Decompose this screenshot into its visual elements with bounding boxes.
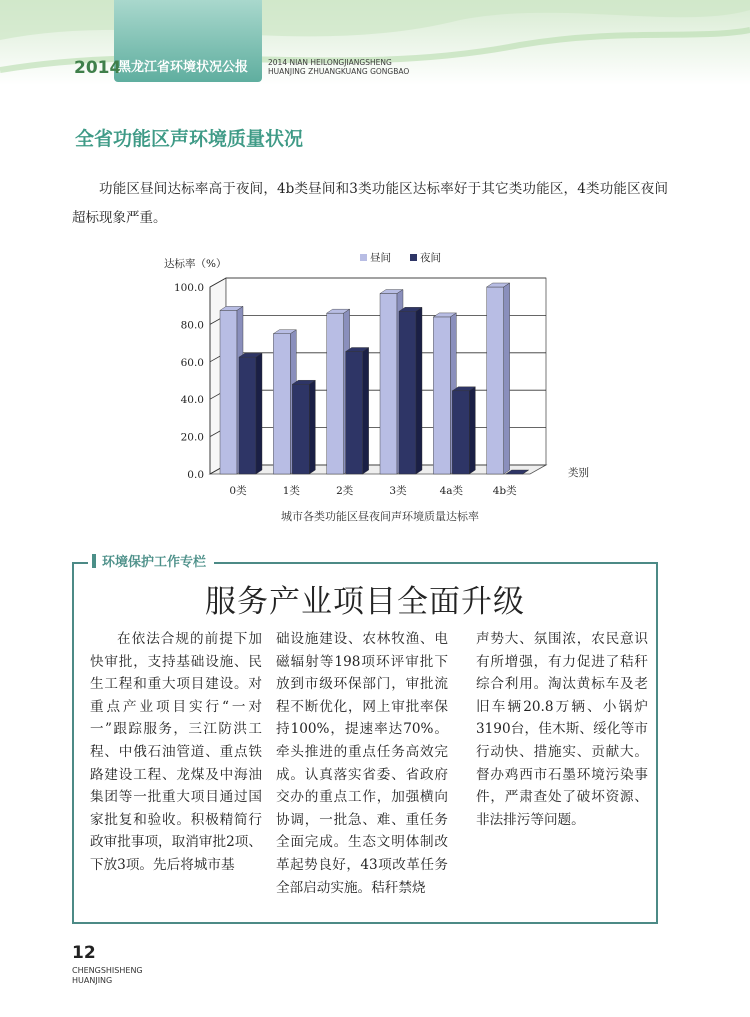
chart-x-tick-label: 4a类 <box>439 485 464 497</box>
header-english-title <box>268 58 409 76</box>
chart-y-axis-title: 达标率（%） <box>164 258 227 270</box>
footer-english-line-2: HUANJING <box>72 976 113 985</box>
section-intro-paragraph: 功能区昼间达标率高于夜间，4b类昼间和3类功能区达标率好于其它类功能区，4类功能区夜间超标现象严重。 <box>72 181 668 226</box>
header-english-line-2: HUANJING ZHUANGKUANG GONGBAO <box>268 67 410 76</box>
chart-x-tick-label: 1类 <box>282 485 300 497</box>
chart-bar-day <box>380 294 397 474</box>
chart-legend-label: 夜间 <box>420 252 441 264</box>
column-headline: 服务产业项目全面升级 <box>205 584 525 620</box>
column-text-col-2: 础设施建设、农林牧渔、电磁辐射等198项环评审批下放到市级环保部门，审批流程不断优化，网上审批率保持100%，提速率达70%。牵头推进的重点任务高效完成。认真落实省委、省政府交办的重点工作，加强横向协调，一批急、难、重任务全面完成。生态文明体制改革起势良好，43项改革任务全部启动实施。秸秆禁烧 <box>276 631 448 896</box>
chart-bar-day <box>327 313 344 474</box>
chart-x-tick-label: 0类 <box>229 485 247 497</box>
column-text-col-3: 声势大、氛围浓，农民意识有所增强，有力促进了秸秆综合利用。淘汰黄标车及老旧车辆20.8万辆、小锅炉3190台，佳木斯、绥化等市行动快、措施实、贡献大。督办鸡西市石墨环境污染事件，严肃查处了破坏资源、非法排污等问题。 <box>476 631 648 828</box>
header-title: 黑龙江省环境状况公报 <box>118 60 249 75</box>
chart-bar-night-side <box>363 348 369 474</box>
chart-bar-night-side <box>256 353 262 474</box>
chart-y-tick-label: 40.0 <box>180 394 204 407</box>
chart-caption: 城市各类功能区昼夜间声环境质量达标率 <box>281 510 479 523</box>
header-english-line-1: 2014 NIAN HEILONGJIANGSHENG <box>268 58 392 67</box>
page-number: 12 <box>72 943 96 963</box>
chart-bar-night <box>452 391 469 474</box>
chart-legend-label: 昼间 <box>370 252 391 264</box>
column-label <box>88 551 214 570</box>
chart-y-tick-label: 60.0 <box>180 356 204 369</box>
chart-y-tick-label: 100.0 <box>173 282 204 294</box>
chart-bar-night <box>346 352 363 474</box>
footer-english-line-1: CHENGSHISHENG <box>72 966 143 975</box>
chart-bar-day <box>487 287 504 474</box>
column-text-col-1: 在依法合规的前提下加快审批，支持基础设施、民生工程和重大项目建设。对重点产业项目实行“一对一”跟踪服务，三江防洪工程、中俄石油管道、重点铁路建设工程、龙煤及中海油集团等一批重大项目通过国家批复和验收。积极精简行政审批事项，取消审批2项、下放3项。先后将城市基 <box>90 631 262 873</box>
chart-y-tick-label: 0.0 <box>187 469 204 481</box>
chart-y-tick-label: 80.0 <box>180 319 204 332</box>
column-label-text: 环境保护工作专栏 <box>102 555 207 570</box>
chart-bar-night-side <box>309 380 315 474</box>
chart-bar-night <box>399 311 416 474</box>
bar-chart <box>160 245 600 545</box>
chart-bar-night <box>292 384 309 474</box>
chart-legend-swatch <box>410 254 417 261</box>
chart-x-axis-title: 类别 <box>568 467 589 479</box>
section-title: 全省功能区声环境质量状况 <box>75 128 304 150</box>
header-year: 2014 <box>74 58 122 78</box>
chart-bar-day <box>220 310 237 474</box>
footer-english-label <box>72 966 143 986</box>
chart-bar-night-side <box>469 387 475 474</box>
chart-bar-day-side <box>504 283 510 474</box>
chart-x-tick-label: 2类 <box>336 485 354 497</box>
chart-bar-day <box>273 334 290 474</box>
chart-bar-night-side <box>416 307 422 474</box>
chart-x-tick-label: 4b类 <box>492 485 517 497</box>
chart-bar-night <box>239 357 256 474</box>
chart-y-tick-label: 20.0 <box>180 431 204 444</box>
bar-chart-svg <box>160 245 600 545</box>
column-label-marker <box>92 554 96 568</box>
chart-bar-day <box>433 317 450 474</box>
chart-x-tick-label: 3类 <box>389 485 407 497</box>
chart-legend-swatch <box>360 254 367 261</box>
